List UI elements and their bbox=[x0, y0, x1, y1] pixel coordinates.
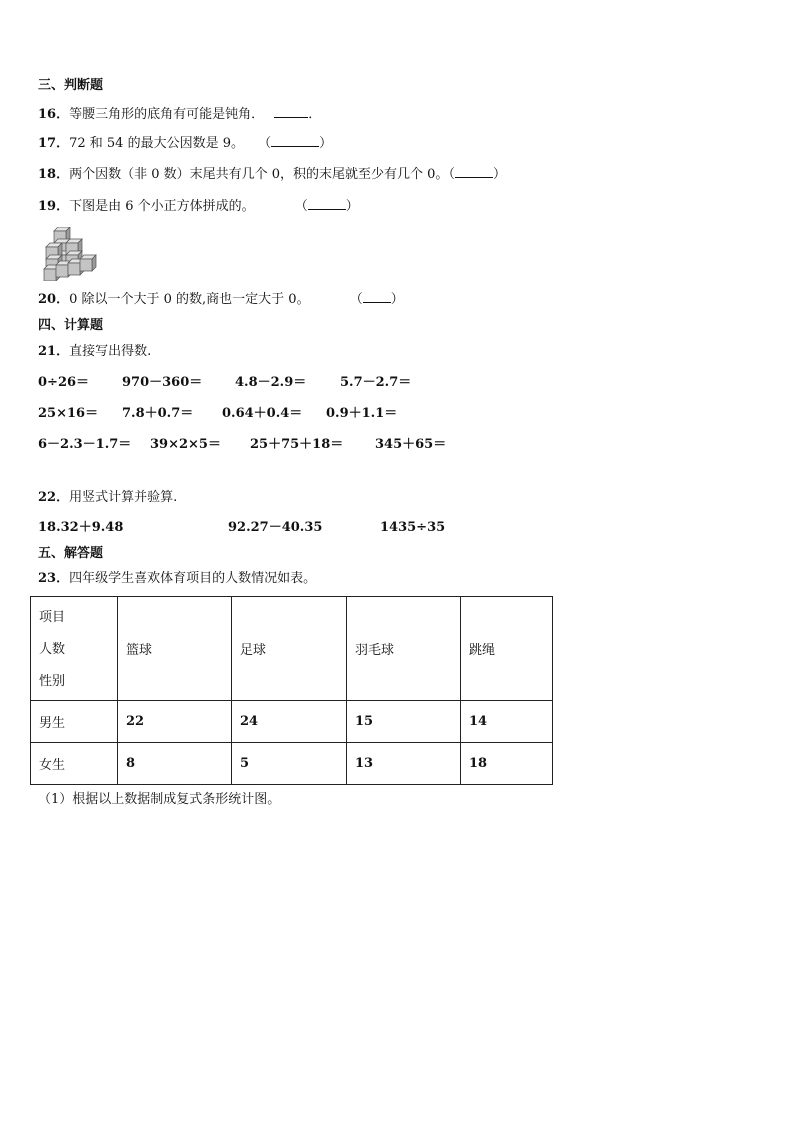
column-header: 跳绳 bbox=[461, 597, 553, 701]
column-header: 篮球 bbox=[118, 597, 232, 701]
calc-item: 4.8－2.9＝ bbox=[235, 375, 307, 390]
question-number: 21． bbox=[38, 344, 70, 359]
question-text: 72 和 54 的最大公因数是 9。 bbox=[69, 136, 244, 151]
table-cell: 13 bbox=[347, 743, 461, 785]
question-number: 22． bbox=[38, 490, 70, 505]
row-label: 男生 bbox=[31, 701, 118, 743]
table-row bbox=[31, 743, 553, 785]
calc-item: 0.64＋0.4＝ bbox=[222, 406, 303, 421]
table-cell: 8 bbox=[118, 743, 232, 785]
column-header: 足球 bbox=[232, 597, 347, 701]
question-23 bbox=[38, 571, 316, 587]
section-title-calculation: 四、计算题 bbox=[38, 318, 104, 333]
question-text: 0 除以一个大于 0 的数,商也一定大于 0。 bbox=[69, 292, 310, 307]
table-cell: 22 bbox=[118, 701, 232, 743]
sports-preference-table bbox=[30, 596, 553, 785]
answer-blank[interactable] bbox=[274, 106, 308, 118]
question-23-sub-1: （1）根据以上数据制成复式条形统计图。 bbox=[38, 792, 281, 807]
section-title-word-problems: 五、解答题 bbox=[38, 546, 104, 561]
question-17 bbox=[38, 135, 332, 152]
table-cell: 18 bbox=[461, 743, 553, 785]
calc-item: 6－2.3－1.7＝ bbox=[38, 437, 132, 452]
paren-open: （ bbox=[448, 167, 455, 182]
question-text: 直接写出得数. bbox=[69, 344, 152, 359]
question-text: 四年级学生喜欢体育项目的人数情况如表。 bbox=[69, 571, 317, 586]
calc-item: 25＋75＋18＝ bbox=[250, 437, 344, 452]
paren-close: ） bbox=[390, 292, 404, 307]
table-cell: 5 bbox=[232, 743, 347, 785]
calc-item: 39×2×5＝ bbox=[150, 437, 221, 452]
calc-item: 345＋65＝ bbox=[375, 437, 447, 452]
question-number: 19． bbox=[38, 199, 70, 214]
table-corner-cell bbox=[31, 597, 118, 701]
section-title-judgement: 三、判断题 bbox=[38, 78, 104, 93]
answer-blank[interactable] bbox=[271, 135, 319, 147]
calc-item: 5.7－2.7＝ bbox=[340, 375, 412, 390]
vertical-calc-item: 92.27－40.35 bbox=[228, 520, 323, 535]
corner-label-count: 人数 bbox=[39, 641, 66, 657]
question-19 bbox=[38, 198, 359, 215]
table-cell: 15 bbox=[347, 701, 461, 743]
question-21 bbox=[38, 344, 151, 360]
paren-open: （ bbox=[258, 136, 272, 151]
calc-item: 7.8＋0.7＝ bbox=[122, 406, 194, 421]
question-18 bbox=[38, 166, 506, 183]
vertical-calc-item: 18.32＋9.48 bbox=[38, 520, 124, 535]
question-number: 23． bbox=[38, 571, 70, 586]
calc-item: 0.9＋1.1＝ bbox=[326, 406, 398, 421]
question-number: 16． bbox=[38, 107, 70, 122]
question-number: 18． bbox=[38, 167, 70, 182]
calc-item: 970－360＝ bbox=[122, 375, 203, 390]
table-header-row bbox=[31, 597, 553, 701]
question-text: 下图是由 6 个小正方体拼成的。 bbox=[69, 199, 255, 214]
table-row bbox=[31, 701, 553, 743]
paren-close: ） bbox=[492, 167, 506, 182]
question-16 bbox=[38, 106, 321, 123]
calc-item: 0÷26＝ bbox=[38, 375, 90, 390]
answer-blank[interactable] bbox=[308, 198, 346, 210]
table-cell: 24 bbox=[232, 701, 347, 743]
paren-open: （ bbox=[349, 292, 363, 307]
stacked-cubes-icon bbox=[40, 227, 102, 281]
question-number: 20． bbox=[38, 292, 70, 307]
answer-blank[interactable] bbox=[455, 166, 493, 178]
question-text: 用竖式计算并验算. bbox=[69, 490, 178, 505]
column-header: 羽毛球 bbox=[347, 597, 461, 701]
question-number: 17． bbox=[38, 136, 70, 151]
paren-open: （ bbox=[294, 199, 308, 214]
paren-close: ） bbox=[319, 136, 333, 151]
answer-blank[interactable] bbox=[363, 291, 391, 303]
question-text: 两个因数（非 0 数）末尾共有几个 0，积的末尾就至少有几个 0。 bbox=[69, 167, 449, 182]
corner-label-gender: 性别 bbox=[39, 673, 66, 689]
calc-item: 25×16＝ bbox=[38, 406, 99, 421]
question-text: 等腰三角形的底角有可能是钝角． bbox=[69, 107, 265, 122]
question-22 bbox=[38, 490, 177, 506]
question-20 bbox=[38, 291, 404, 308]
corner-label-project: 项目 bbox=[39, 609, 66, 625]
question-tail: ． bbox=[308, 107, 322, 122]
table-cell: 14 bbox=[461, 701, 553, 743]
paren-close: ） bbox=[345, 199, 359, 214]
vertical-calc-item: 1435÷35 bbox=[380, 520, 446, 535]
row-label: 女生 bbox=[31, 743, 118, 785]
